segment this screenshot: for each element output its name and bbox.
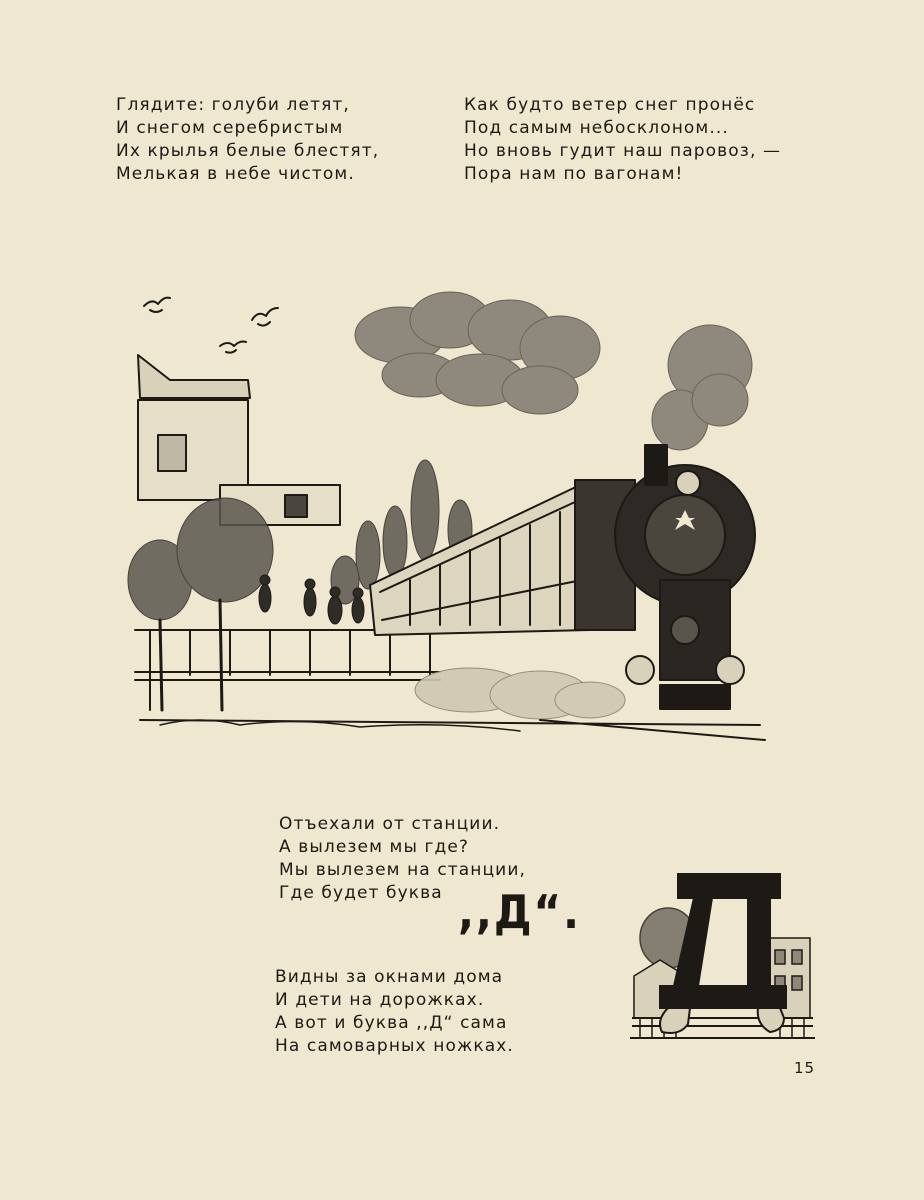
verse-line: И снегом серебристым (116, 118, 344, 138)
verse-line: А вылезем мы где? (279, 837, 470, 857)
verse-line: И дети на дорожках. (275, 990, 485, 1010)
train-station-illustration (120, 280, 770, 750)
stanza-bottom (275, 966, 514, 1058)
page-number: 15 (794, 1059, 816, 1077)
verse-line: Но вновь гудит наш паровоз, — (464, 141, 782, 161)
verse-line: Под самым небосклоном... (464, 118, 729, 138)
verse-line: Где будет буква (279, 883, 443, 903)
letter-d-illustration (630, 868, 815, 1040)
dove-icon (220, 342, 246, 353)
verse-line: Глядите: голуби летят, (116, 95, 350, 115)
steam (415, 668, 625, 719)
verse-line: А вот и буква ,,Д“ сама (275, 1013, 508, 1033)
verse-line: Мелькая в небе чистом. (116, 164, 355, 184)
station-building (138, 355, 340, 525)
verse-line: Отъехали от станции. (279, 814, 501, 834)
verse-line: Пора нам по вагонам! (464, 164, 684, 184)
dove-icon (252, 308, 278, 326)
smoke-cloud (355, 292, 752, 450)
dove-icon (144, 298, 170, 312)
big-letter-d-quote: ,,Д“. (458, 885, 581, 939)
verse-line: Мы вылезем на станции, (279, 860, 526, 880)
verse-line: На самоварных ножках. (275, 1036, 514, 1056)
stanza-right (464, 94, 781, 186)
locomotive (575, 445, 755, 709)
verse-line: Видны за окнами дома (275, 967, 504, 987)
verse-line: Их крылья белые блестят, (116, 141, 380, 161)
stanza-left (116, 94, 379, 186)
verse-line: Как будто ветер снег пронёс (464, 95, 756, 115)
